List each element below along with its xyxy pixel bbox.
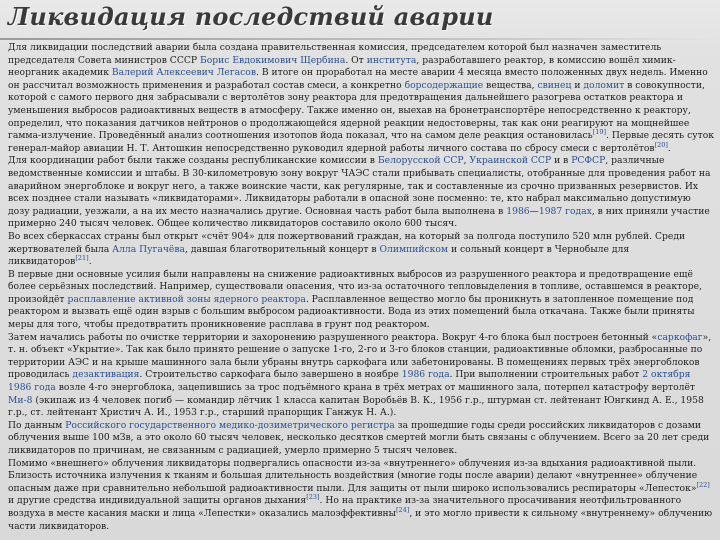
text: Для координации работ были также созданы республиканские комиссии в <box>8 155 378 167</box>
text: вещества, <box>483 79 538 91</box>
slide-title: Ликвидация последствий аварии <box>8 2 494 31</box>
link-1987[interactable]: 1987 годах <box>538 205 592 217</box>
footnote-ref-23[interactable]: [23] <box>306 493 320 502</box>
link-1986[interactable]: 1986 <box>506 205 530 217</box>
text: Во всех сберкассах страны был открыт «счёт 904» для пожертвований граждан, на который за полгода поступило 520 млн рублей. Среди жертвователей была <box>8 230 686 255</box>
text: и сольный концерт в Чернобыле для ликвидаторов <box>8 243 630 268</box>
text: . При выполнении строительных работ <box>449 369 643 381</box>
link-pugacheva[interactable]: Алла Пугачёва <box>112 243 186 255</box>
link-dosimetric-registry[interactable]: Российского государственного медико-дозиметрического регистра <box>65 419 395 431</box>
text: и другие средства индивидуальной защиты органов дыхания <box>8 495 307 507</box>
paragraph-first-days <box>8 269 714 332</box>
text: , разработавшего реактор, в комиссию вошёл химик-неорганик академик <box>8 54 676 79</box>
text: По данным <box>8 419 66 431</box>
text: , <box>463 155 470 167</box>
link-ukrainian-ssr[interactable]: Украинской ССР <box>469 155 552 167</box>
text: , в них приняли участие примерно 240 тысяч человек. Общее количество ликвидаторов составило около 600 тысяч. <box>8 205 710 230</box>
link-institute[interactable]: института <box>366 54 417 66</box>
footnote-ref-19[interactable]: [19] <box>592 128 607 137</box>
text: . Строительство саркофага было завершено в ноябре <box>139 369 402 381</box>
text: , давшая благотворительный концерт в <box>185 243 380 255</box>
text: . <box>88 256 92 268</box>
link-olimpiysky[interactable]: Олимпийском <box>379 243 449 255</box>
footnote-ref-20[interactable]: [20] <box>654 140 668 149</box>
text: , и это могло привести к сильному «внутреннему» облучению части ликвидаторов. <box>8 507 713 532</box>
link-rsfsr[interactable]: РСФСР <box>571 155 606 167</box>
paragraph-registry <box>8 420 714 458</box>
link-mi-8[interactable]: Ми-8 <box>8 394 33 406</box>
text: В первые дни основные усилия были направлены на снижение радиоактивных выбросов из разрушенного реактора и предотвращение ещё более серьёзных последствий. Например, существовали опасения, что из-за остаточного тепловыделения в топливе, оставшемся в реакторе, произойдёт <box>8 268 702 305</box>
link-core-meltdown[interactable]: расплавление активной зоны ядерного реактора <box>67 293 306 305</box>
paragraph-sarcophagus <box>8 332 714 420</box>
paragraph-donations <box>8 231 714 269</box>
text: (экипаж из 4 человек погиб — командир лётчик 1 класса капитан Воробьёв В. К., 1956 г.р., штурман ст. лейтенант Юнгкинд А. Е., 1958 г.р., ст. лейтенант Христич А. И., 1953 г.р., старший прапорщик Ганжук Н. А.). <box>8 394 704 419</box>
text: , различные ведомственные комиссии и штабы. В 30-километровую зону вокруг ЧАЭС стали прибывать специалисты, отобранные для проведения работ на аварийном энергоблоке и вокруг него, а также воинские части, как регулярные, так и составленные из срочно призванных резервистов. Их всех позднее стали называть «ликвидаторами». Ликвидаторы работали в опасной зоне посменно: те, кто набрал максимально допустимую дозу радиации, уезжали, а на их место назначались другие. Основная часть работ была выполнена в <box>8 155 711 217</box>
text: в совокупности, которой с самого первого дня забрасывали с вертолётов зону реактора для предотвращения дальнейшего разогрева остатков реактора и уменьшения выбросов радиоактивных веществ в атмосферу. Также именно он, выехав на бронетранспортёре непосредственно к реактору, определил, что показания датчиков нейтронов о продолжающейся ядерной реакции недостоверны, так как они реагируют на мощнейшее гамма-излучение. Проведённый анализ соотношения изотопов йода показал, что на самом деле реакция остановилась <box>8 79 705 142</box>
link-byelorussian-ssr[interactable]: Белорусской ССР <box>377 155 464 167</box>
link-shcherbina[interactable]: Борис Евдокимович Щербина <box>199 54 346 66</box>
link-1986-year[interactable]: 1986 года <box>401 369 450 381</box>
footnote-ref-22[interactable]: [22] <box>696 480 710 489</box>
text: . От <box>345 54 367 66</box>
article-body <box>8 42 714 533</box>
paragraph-commission <box>8 42 714 155</box>
link-october-2-1986[interactable]: 2 октября 1986 года <box>8 369 691 394</box>
title-divider <box>0 38 720 40</box>
paragraph-coordination <box>8 155 714 231</box>
text: Для ликвидации последствий аварии была создана правительственная комиссия, председателем которой был назначен заместитель председателя Совета министров СССР <box>8 42 662 66</box>
text: . Но на практике из-за значительного просачивания неотфильтрованного воздуха в месте касания маски и лица «Лепестки» оказались малоэффективны <box>8 495 682 519</box>
text: за прошедшие годы среди российских ликвидаторов с дозами облучения выше 100 мЗв, а это около 60 тысяч человек, несколько десятков смертей могли быть связаны с облучением. Всего за 20 лет среди ликвидаторов по причинам, не связанным с радиацией, умерло примерно 5 тысяч человек. <box>8 419 710 456</box>
text: возле 4-го энергоблока, зацепившись за трос подъёмного крана в трёх метрах от машинного зала, потерпел катастрофу вертолёт <box>55 382 695 394</box>
text: . <box>667 142 671 154</box>
link-legasov[interactable]: Валерий Алексеевич Легасов <box>111 67 256 79</box>
text: и в <box>551 155 572 167</box>
footnote-ref-24[interactable]: [24] <box>396 505 410 514</box>
text: Помимо «внешнего» облучения ликвидаторы подвергались опасности из-за «внутреннего» облучения из-за вдыхания радиоактивной пыли. Близость источника излучения к тканям и большая длительность воздействия (многие годы после аварии) делают «внутреннее» облучение опасным даже при сравнительно небольшой радиоактивности пыли. Для защиты от пыли широко использовались респираторы «Лепесток» <box>8 457 698 494</box>
text: и <box>571 79 584 91</box>
text: . Первые десять суток генерал-майор авиации Н. Т. Антошкин непосредственно руководил ядерной работы личного состава по сбросу смеси с вертолётов <box>8 130 714 154</box>
text: . В итоге он проработал на месте аварии 4 месяца вместо положенных двух недель. Именно он рассчитал возможность применения и разработал состав смеси, а конкретно <box>8 67 708 91</box>
link-dolomite[interactable]: доломит <box>583 79 625 91</box>
link-boron[interactable]: борсодержащие <box>404 79 484 91</box>
text: — <box>529 205 539 217</box>
link-decontamination[interactable]: дезактивация <box>72 369 140 381</box>
link-lead[interactable]: свинец <box>537 79 572 91</box>
text: . Расплавленное вещество могло бы проникнуть в затопленное помещение под реактором и вызвать ещё один взрыв с большим выбросом радиоактивности. Вода из этих помещений была откачана. Также были приняты меры для того, чтобы предотвратить проникновение расплава в грунт под реактором. <box>8 293 695 331</box>
paragraph-internal-exposure <box>8 458 714 534</box>
footnote-ref-21[interactable]: [21] <box>75 254 89 263</box>
text: Затем начались работы по очистке территории и захоронению разрушенного реактора. Вокруг 4-го блока был построен бетонный « <box>8 331 658 343</box>
link-sarcophagus[interactable]: саркофаг <box>657 331 703 343</box>
text: », т. н. объект «Укрытие». Так как было принято решение о запуске 1-го, 2-го и 3-го блоков станции, радиоактивные обломки, разбросанные по территории АЭС и на крыше машинного зала были убраны внутрь саркофага или забетонированы. В помещениях первых трёх энергоблоков проводилась <box>8 331 712 381</box>
